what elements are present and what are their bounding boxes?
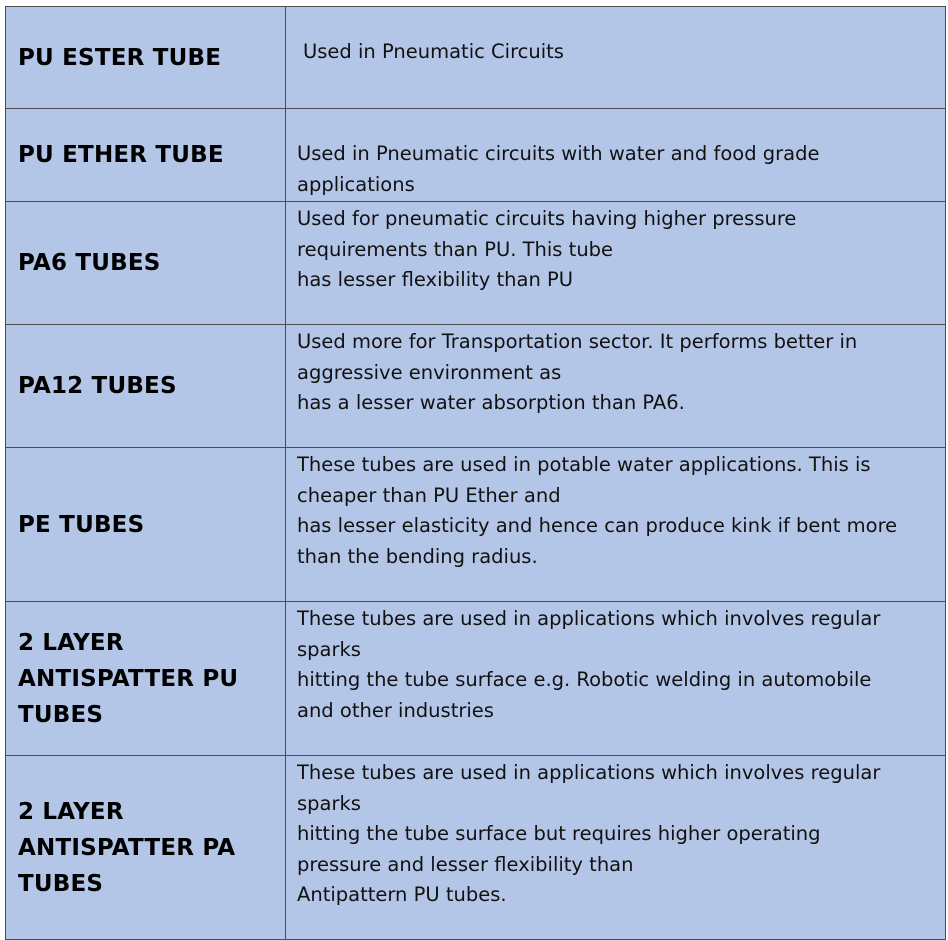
tube-description-cell xyxy=(286,448,946,602)
description-line: requirements than PU. This tube xyxy=(297,237,614,261)
tube-name: PE TUBES xyxy=(18,511,145,538)
description-line: has lesser flexibility than PU xyxy=(297,268,574,292)
tube-name-cell xyxy=(6,448,286,602)
description-line: hitting the tube surface but requires higher operating xyxy=(297,822,821,846)
tube-name: 2 LAYER ANTISPATTER PU TUBES xyxy=(18,629,239,728)
table-row xyxy=(6,756,946,940)
tube-name: PA6 TUBES xyxy=(18,250,161,276)
description-line: These tubes are used in applications which involves regular xyxy=(297,607,881,630)
description-line: sparks xyxy=(297,791,361,815)
description-line: and other industries xyxy=(297,698,494,722)
tube-name: PU ETHER TUBE xyxy=(18,142,224,168)
description-line: Antipattern PU tubes. xyxy=(297,883,507,907)
description-line: aggressive environment as xyxy=(297,360,562,384)
table-row xyxy=(6,448,946,602)
description-line: hitting the tube surface e.g. Robotic welding in automobile xyxy=(297,668,872,692)
tube-name-cell xyxy=(6,202,286,325)
description-line: cheaper than PU Ether and xyxy=(297,483,561,507)
description-line: These tubes are used in potable water applications. This is xyxy=(297,453,871,476)
tube-description-cell xyxy=(286,7,946,109)
description-line: than the bending radius. xyxy=(297,544,538,568)
tube-name-cell xyxy=(6,109,286,202)
tube-name-cell xyxy=(6,756,286,940)
tube-name: 2 LAYER ANTISPATTER PA TUBES xyxy=(18,798,236,897)
tube-description-cell xyxy=(286,109,946,202)
description-line: pressure and lesser flexibility than xyxy=(297,852,634,876)
tube-name-cell xyxy=(6,602,286,756)
description-line: sparks xyxy=(297,637,361,661)
table-row xyxy=(6,7,946,109)
table-row xyxy=(6,325,946,448)
tube-name: PU ESTER TUBE xyxy=(18,44,222,71)
tube-name-cell xyxy=(6,7,286,109)
tube-description-cell xyxy=(286,325,946,448)
tube-description-cell xyxy=(286,756,946,940)
table-row xyxy=(6,602,946,756)
description-line: Used more for Transportation sector. It performs better in xyxy=(297,330,858,353)
table-row xyxy=(6,109,946,202)
description-line: applications xyxy=(297,172,415,196)
description-line: Used in Pneumatic circuits with water and food grade xyxy=(297,142,820,165)
tube-description-cell xyxy=(286,602,946,756)
description-line: These tubes are used in applications which involves regular xyxy=(297,761,881,784)
tube-name: PA12 TUBES xyxy=(18,373,177,399)
tube-name-cell xyxy=(6,325,286,448)
table-row xyxy=(6,202,946,325)
description-line: has a lesser water absorption than PA6. xyxy=(297,391,685,415)
tube-description-cell xyxy=(286,202,946,325)
description-line: has lesser elasticity and hence can produce kink if bent more xyxy=(297,514,898,538)
description-line: Used in Pneumatic Circuits xyxy=(303,40,564,63)
description-line: Used for pneumatic circuits having higher pressure xyxy=(297,207,797,230)
tube-types-table xyxy=(5,6,946,940)
